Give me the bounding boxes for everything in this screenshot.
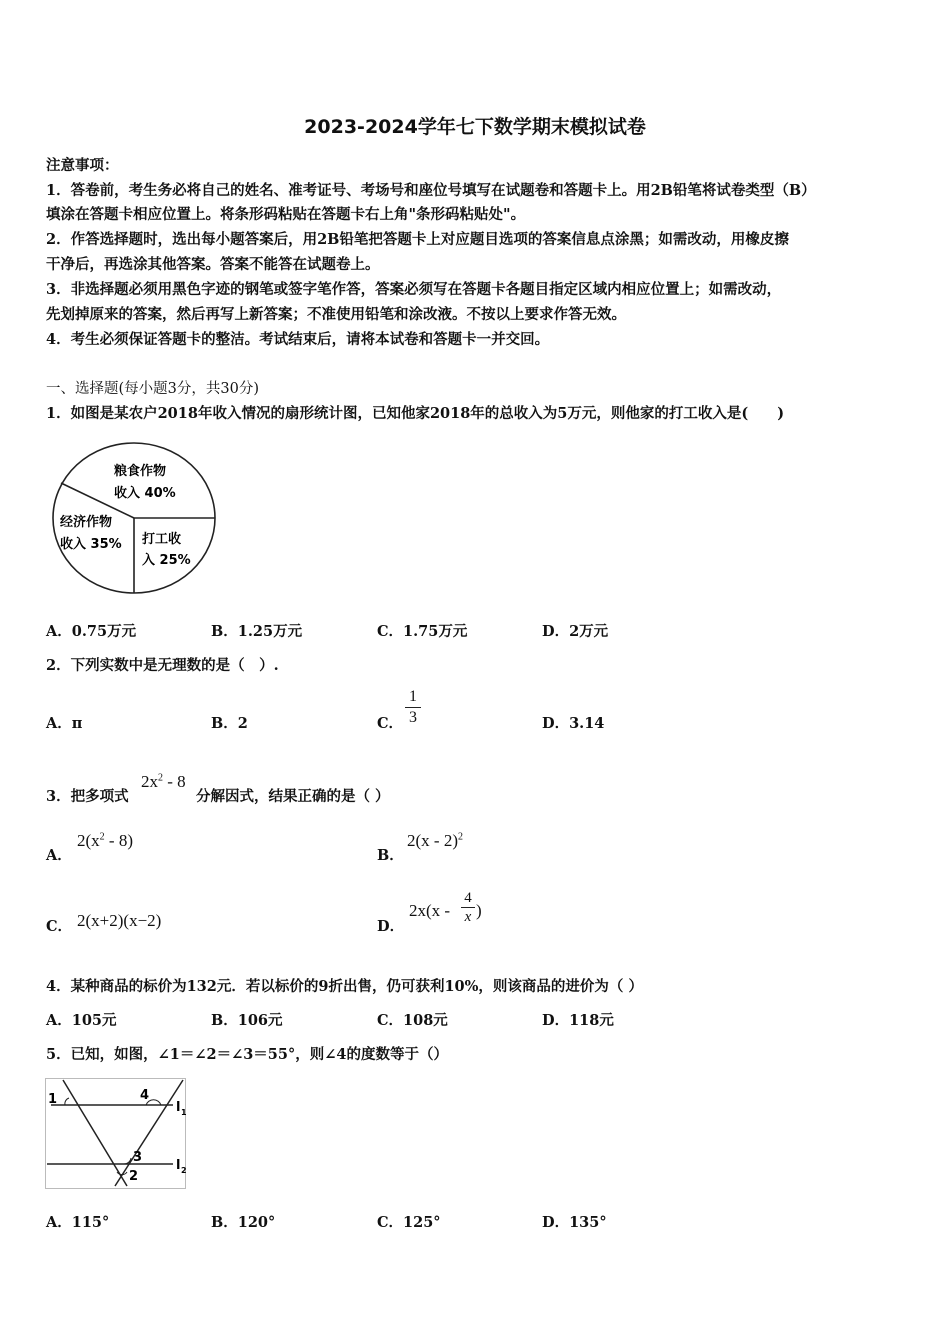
line-label-l2-sub: 2 bbox=[181, 1166, 187, 1175]
pie-label-econ: 收入 35% bbox=[60, 537, 122, 552]
q3-option-a-expression: $2(x^2 - 8)$ bbox=[77, 831, 133, 850]
fraction-numerator: 4 bbox=[464, 890, 472, 906]
q2-option-c-fraction bbox=[405, 688, 421, 727]
line-label-l2: l bbox=[176, 1158, 181, 1173]
q3-option-b-label: B． bbox=[377, 847, 404, 864]
q1-stem: 1．如图是某农户2018年收入情况的扇形统计图，已知他家2018年的总收入为5万元，则他家的打工收入是( ) bbox=[46, 405, 785, 422]
fraction-numerator: 1 bbox=[409, 688, 417, 705]
q5-option-c: C．125° bbox=[377, 1214, 441, 1231]
angle-arc-1 bbox=[65, 1098, 69, 1105]
pie-label-work: 打工收 bbox=[142, 532, 182, 547]
pie-label-grain: 收入 40% bbox=[114, 486, 176, 501]
q3-stem-post: 分解因式，结果正确的是（ ） bbox=[196, 788, 390, 805]
line-label-l1: l bbox=[176, 1100, 181, 1115]
notice-line: 4．考生必须保证答题卡的整洁。考试结束后，请将本试卷和答题卡一并交回。 bbox=[46, 331, 550, 348]
angle-figure bbox=[45, 1078, 187, 1190]
pie-chart bbox=[50, 440, 222, 596]
figure-frame bbox=[46, 1079, 186, 1189]
angle-label-2: 2 bbox=[129, 1169, 139, 1184]
pie-label-grain: 粮食作物 bbox=[114, 464, 167, 479]
q3-option-c-label: C． bbox=[46, 918, 73, 935]
q2-option-a: A．π bbox=[46, 715, 83, 732]
q3-option-d-close: ) bbox=[476, 901, 482, 920]
q4-stem: 4．某种商品的标价为132元．若以标价的9折出售，仍可获利10%，则该商品的进价为（ ） bbox=[46, 978, 643, 995]
pie-label-econ: 经济作物 bbox=[60, 515, 113, 530]
notice-line: 2．作答选择题时，选出每小题答案后，用2B铅笔把答题卡上对应题目选项的答案信息点涂黑；如需改动，用橡皮擦 bbox=[46, 231, 789, 248]
q2-option-c-label: C． bbox=[377, 715, 404, 732]
angle-label-4: 4 bbox=[140, 1088, 150, 1103]
notice-line: 干净后，再选涂其他答案。答案不能答在试题卷上。 bbox=[46, 256, 380, 273]
q4-option-b: B．106元 bbox=[211, 1012, 283, 1029]
q3-option-c-expression: 2(x+2)(x−2) bbox=[77, 911, 162, 930]
q4-option-d: D．118元 bbox=[542, 1012, 614, 1029]
line-label-l1-sub: 1 bbox=[181, 1108, 187, 1117]
notice-heading: 注意事项： bbox=[46, 157, 119, 174]
q4-option-c: C．108元 bbox=[377, 1012, 448, 1029]
page-title: 2023-2024学年七下数学期末模拟试卷 bbox=[304, 116, 646, 138]
notice-line: 先划掉原来的答案，然后再写上新答案；不准使用铅笔和涂改液。不按以上要求作答无效。 bbox=[46, 306, 626, 323]
q1-option-b: B．1.25万元 bbox=[211, 623, 303, 640]
fraction-denominator: 3 bbox=[409, 709, 417, 726]
fraction-denominator: x bbox=[464, 909, 472, 925]
q3-option-a-label: A． bbox=[46, 847, 72, 864]
section-heading: 一、选择题(每小题3分，共30分) bbox=[46, 381, 259, 397]
notice-line: 3．非选择题必须用黑色字迹的钢笔或签字笔作答，答案必须写在答题卡各题目指定区域内相应位置上；如需改动， bbox=[46, 281, 782, 298]
q2-option-b: B．2 bbox=[211, 715, 248, 732]
q3-option-d-expression: 2x(x - bbox=[409, 901, 451, 920]
q3-stem-expression: $2x^2 - 8$ bbox=[141, 772, 186, 791]
q5-option-b: B．120° bbox=[211, 1214, 276, 1231]
q4-option-a: A．105元 bbox=[46, 1012, 117, 1029]
angle-label-1: 1 bbox=[48, 1092, 58, 1107]
q5-option-d: D．135° bbox=[542, 1214, 607, 1231]
q1-option-a: A．0.75万元 bbox=[46, 623, 137, 640]
q3-option-b-expression: 2(x - 2)$^2$ bbox=[407, 831, 463, 850]
q1-option-c: C．1.75万元 bbox=[377, 623, 468, 640]
q3-stem-pre: 3．把多项式 bbox=[46, 788, 129, 805]
q2-stem: 2．下列实数中是无理数的是（ ）. bbox=[46, 657, 279, 674]
q5-stem: 5．已知，如图，∠1＝∠2＝∠3＝55°，则∠4的度数等于（） bbox=[46, 1046, 448, 1063]
angle-label-3: 3 bbox=[133, 1150, 143, 1165]
q3-option-d-fraction bbox=[461, 890, 475, 925]
notice-line: 填涂在答题卡相应位置上。将条形码粘贴在答题卡右上角"条形码粘贴处"。 bbox=[46, 206, 526, 223]
q3-option-d-label: D． bbox=[377, 918, 405, 935]
q1-option-d: D．2万元 bbox=[542, 623, 609, 640]
q2-option-d: D．3.14 bbox=[542, 715, 605, 732]
notice-line: 1．答卷前，考生务必将自己的姓名、准考证号、考场号和座位号填写在试题卷和答题卡上。用2B铅笔将试卷类型（B） bbox=[46, 182, 816, 199]
pie-label-work: 入 25% bbox=[142, 553, 191, 568]
transversal-1 bbox=[63, 1080, 127, 1186]
q5-option-a: A．115° bbox=[46, 1214, 110, 1231]
